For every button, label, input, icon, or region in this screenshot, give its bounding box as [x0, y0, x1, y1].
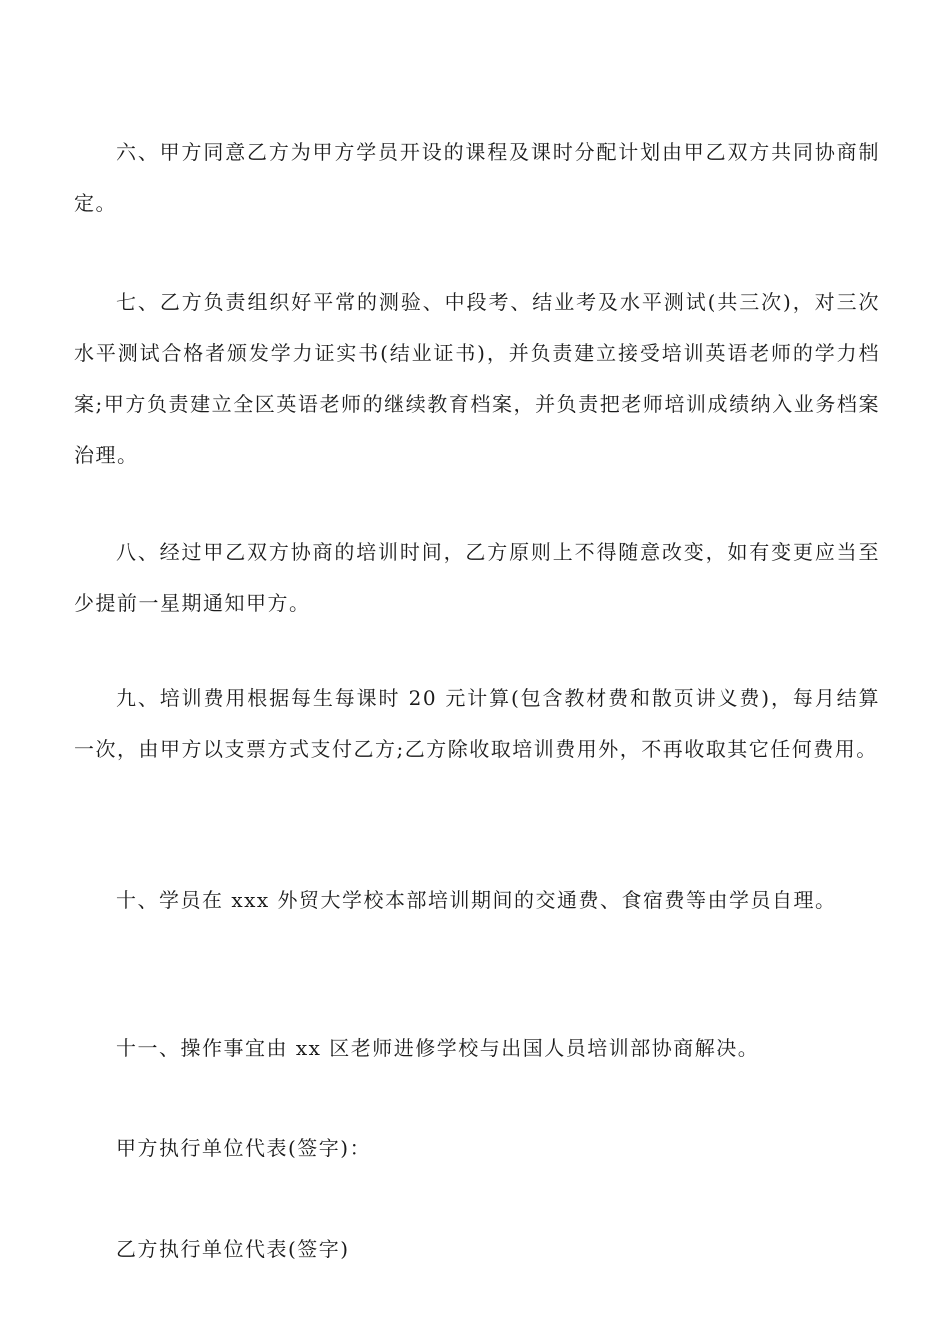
clause-10-paragraph: 十、学员在 xxx 外贸大学校本部培训期间的交通费、食宿费等由学员自理。	[116, 888, 837, 912]
clause-11-paragraph: 十一、操作事宜由 xx 区老师进修学校与出国人员培训部协商解决。	[116, 1036, 760, 1060]
clause-7-paragraph: 七、乙方负责组织好平常的测验、中段考、结业考及水平测试(共三次)，对三次水平测试合格者颁发学力证实书(结业证书)，并负责建立接受培训英语老师的学力档案;甲方负责建立全区英语老师的继续教育档案，并负责把老师培训成绩纳入业务档案治理。	[74, 290, 880, 467]
party-b-signature-line: 乙方执行单位代表(签字)	[116, 1237, 350, 1261]
clause-9-paragraph: 九、培训费用根据每生每课时 20 元计算(包含教材费和散页讲义费)，每月结算一次，由甲方以支票方式支付乙方;乙方除收取培训费用外，不再收取其它任何费用。	[74, 686, 880, 761]
clause-6-paragraph: 六、甲方同意乙方为甲方学员开设的课程及课时分配计划由甲乙双方共同协商制定。	[74, 140, 880, 215]
clause-8-paragraph: 八、经过甲乙双方协商的培训时间，乙方原则上不得随意改变，如有变更应当至少提前一星期通知甲方。	[74, 540, 880, 615]
party-a-signature-line: 甲方执行单位代表(签字)：	[116, 1136, 372, 1160]
